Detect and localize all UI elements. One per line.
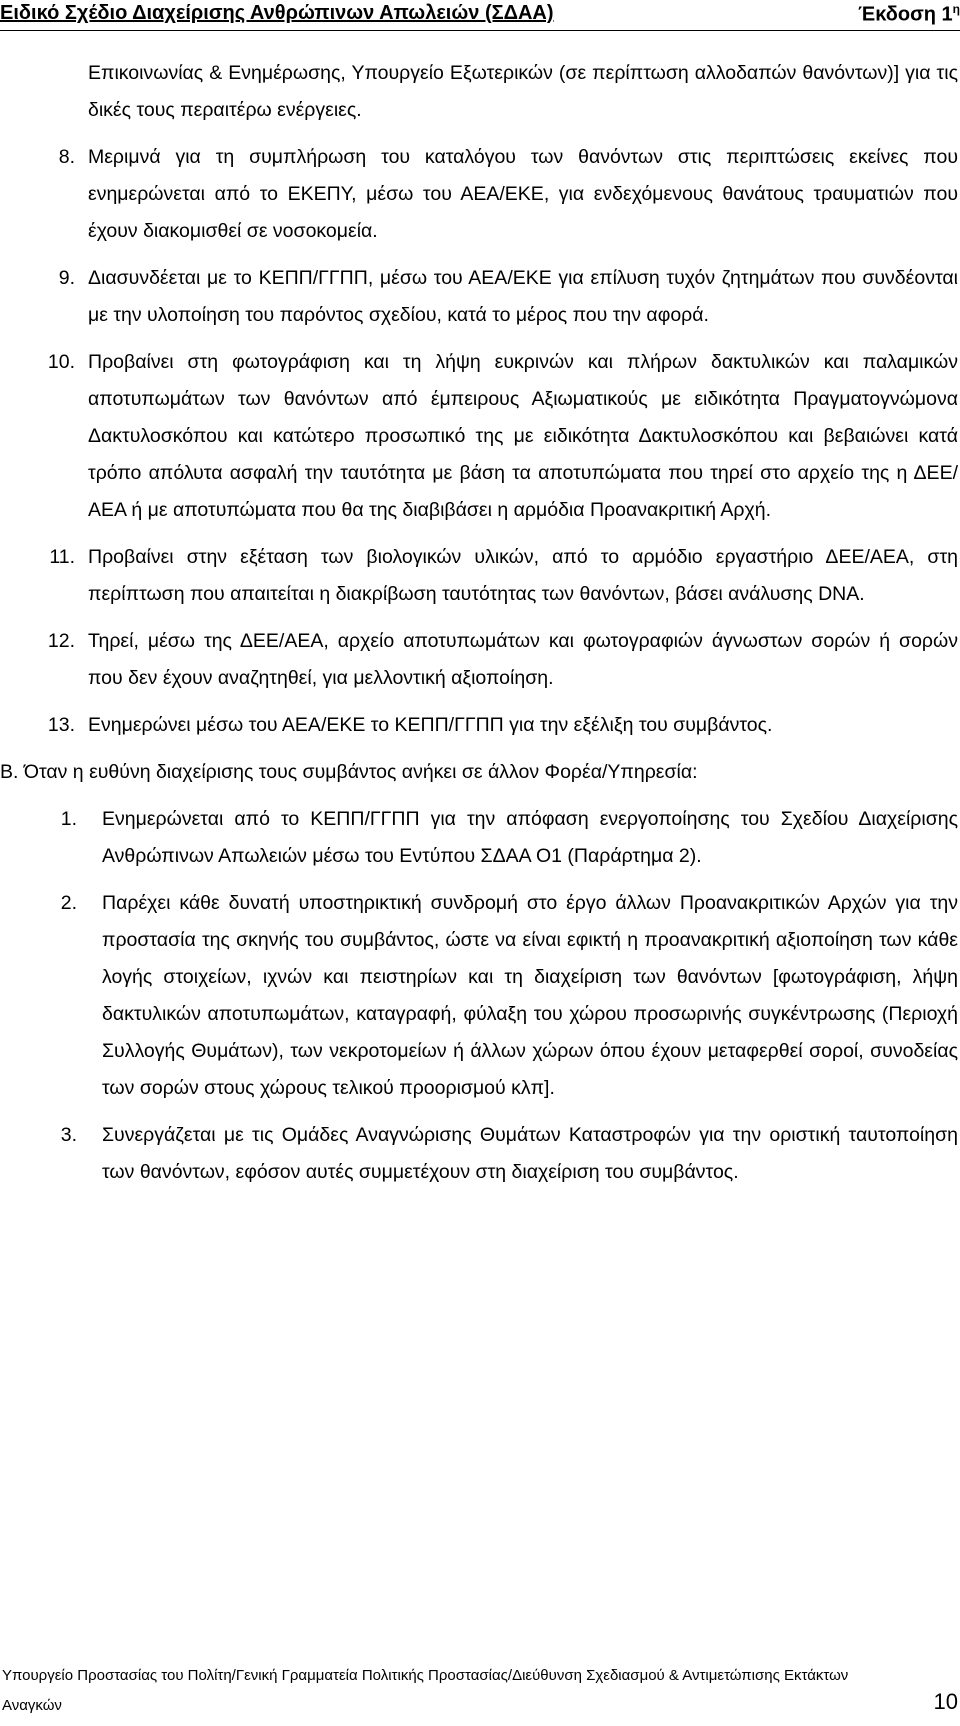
item-number: 12. <box>47 630 75 652</box>
item-text: Παρέχει κάθε δυνατή υποστηρικτική συνδρομή στο έργο άλλων Προανακριτικών Αρχών για την προστασία της σκηνής του συμβάντος, ώστε να είναι εφικτή η προανακριτική αξιοποίηση των κάθε λογής στοιχείων, ιχνών και πειστηρίων και τη διαχείριση των θανόντων [φωτογράφιση, λήψη δακτυλικών αποτυπωμάτων, καταγραφή, φύλαξη του χώρου προσωρινής συγκέντρωσης (Περιοχή Συλλογής Θυμάτων), των νεκροτομείων ή άλλων χώρων όπου έχουν μεταφερθεί σοροί, συνοδείας των σορών στους χώρους τελικού προορισμού κλπ]. <box>102 892 958 1099</box>
item-number: 11. <box>49 546 75 568</box>
footer-organization: Υπουργείο Προστασίας του Πολίτη/Γενική Γραμματεία Πολιτικής Προστασίας/Διεύθυνση Σχεδιασμού & Αντιμετώπισης Εκτάκτων <box>2 1667 849 1684</box>
list-item <box>0 707 960 744</box>
item-number: 10. <box>47 351 75 373</box>
item-text: Προβαίνει στη φωτογράφιση και τη λήψη ευκρινών και πλήρων δακτυλικών και παλαμικών αποτυπωμάτων των θανόντων από έμπειρους Αξιωματικούς με ειδικότητα Πραγματογνώμονα Δακτυλοσκόπου και κατώτερο προσωπικό της με ειδικότητα Δακτυλοσκόπου και βεβαιώνει κατά τρόπο απόλυτα ασφαλή την ταυτότητα με βάση τα αποτυπώματα που τηρεί στο αρχείο της η ΔΕΕ/ΑΕΑ ή με αποτυπώματα που θα της διαβιβάσει η αρμόδια Προανακριτική Αρχή. <box>88 351 958 521</box>
document-title: Ειδικό Σχέδιο Διαχείρισης Ανθρώπινων Απωλειών (ΣΔΑΑ) <box>0 2 554 24</box>
item-number: 3. <box>60 1124 77 1146</box>
page-number: 10 <box>933 1689 958 1714</box>
item-text: Μεριμνά για τη συμπλήρωση του καταλόγου των θανόντων στις περιπτώσεις εκείνες που ενημερώνεται από το ΕΚΕΠΥ, μέσω του ΑΕΑ/ΕΚΕ, για ενδεχόμενους θανάτους τραυματιών που έχουν διακομισθεί σε νοσοκομεία. <box>88 146 958 242</box>
item-number: 8. <box>58 146 75 168</box>
edition-superscript: η <box>952 2 960 16</box>
list-item <box>0 139 960 250</box>
document-body <box>0 55 960 1201</box>
item-text: Διασυνδέεται με το ΚΕΠΠ/ΓΓΠΠ, μέσω του ΑΕΑ/ΕΚΕ για επίλυση τυχόν ζητημάτων που συνδέονται με την υλοποίηση του παρόντος σχεδίου, κατά το μέρος που την αφορά. <box>88 267 958 326</box>
page-header <box>0 0 960 31</box>
item-text: Συνεργάζεται με τις Ομάδες Αναγνώρισης Θυμάτων Καταστροφών για την οριστική ταυτοποίηση των θανόντων, εφόσον αυτές συμμετέχουν στη διαχείριση του συμβάντος. <box>102 1124 958 1183</box>
item-number: 1. <box>60 808 77 830</box>
item-text: Τηρεί, μέσω της ΔΕΕ/ΑΕΑ, αρχείο αποτυπωμάτων και φωτογραφιών άγνωστων σορών ή σορών που δεν έχουν αναζητηθεί, για μελλοντική αξιοποίηση. <box>88 630 958 689</box>
list-item <box>0 885 960 1107</box>
item-number: 13. <box>47 714 75 736</box>
list-item <box>0 1117 960 1191</box>
item-text: Ενημερώνεται από το ΚΕΠΠ/ΓΓΠΠ για την απόφαση ενεργοποίησης του Σχεδίου Διαχείρισης Ανθρώπινων Απωλειών μέσω του Εντύπου ΣΔΑΑ Ο1 (Παράρτημα 2). <box>102 808 958 867</box>
item-text: Ενημερώνει μέσω του ΑΕΑ/ΕΚΕ το ΚΕΠΠ/ΓΓΠΠ για την εξέλιξη του συμβάντος. <box>88 714 773 736</box>
section-heading-b: Β. Όταν η ευθύνη διαχείρισης τους συμβάντος ανήκει σε άλλον Φορέα/Υπηρεσία: <box>0 761 698 783</box>
list-item <box>0 260 960 334</box>
item-text: Προβαίνει στην εξέταση των βιολογικών υλικών, από το αρμόδιο εργαστήριο ΔΕΕ/ΑΕΑ, στη περίπτωση που απαιτείται η διακρίβωση ταυτότητας των θανόντων, βάσει ανάλυσης DNA. <box>88 546 958 605</box>
continuation-paragraph: Επικοινωνίας & Ενημέρωσης, Υπουργείο Εξωτερικών (σε περίπτωση αλλοδαπών θανόντων)] για τις δικές τους περαιτέρω ενέργειες. <box>88 62 958 121</box>
edition-label: Έκδοση 1 <box>858 3 953 26</box>
list-item <box>0 623 960 697</box>
item-number: 2. <box>60 892 77 914</box>
footer-organization-cont: Αναγκών <box>2 1697 62 1714</box>
list-item <box>0 539 960 613</box>
list-item <box>0 801 960 875</box>
list-item <box>0 344 960 529</box>
document-edition <box>858 2 960 27</box>
item-number: 9. <box>58 267 75 289</box>
